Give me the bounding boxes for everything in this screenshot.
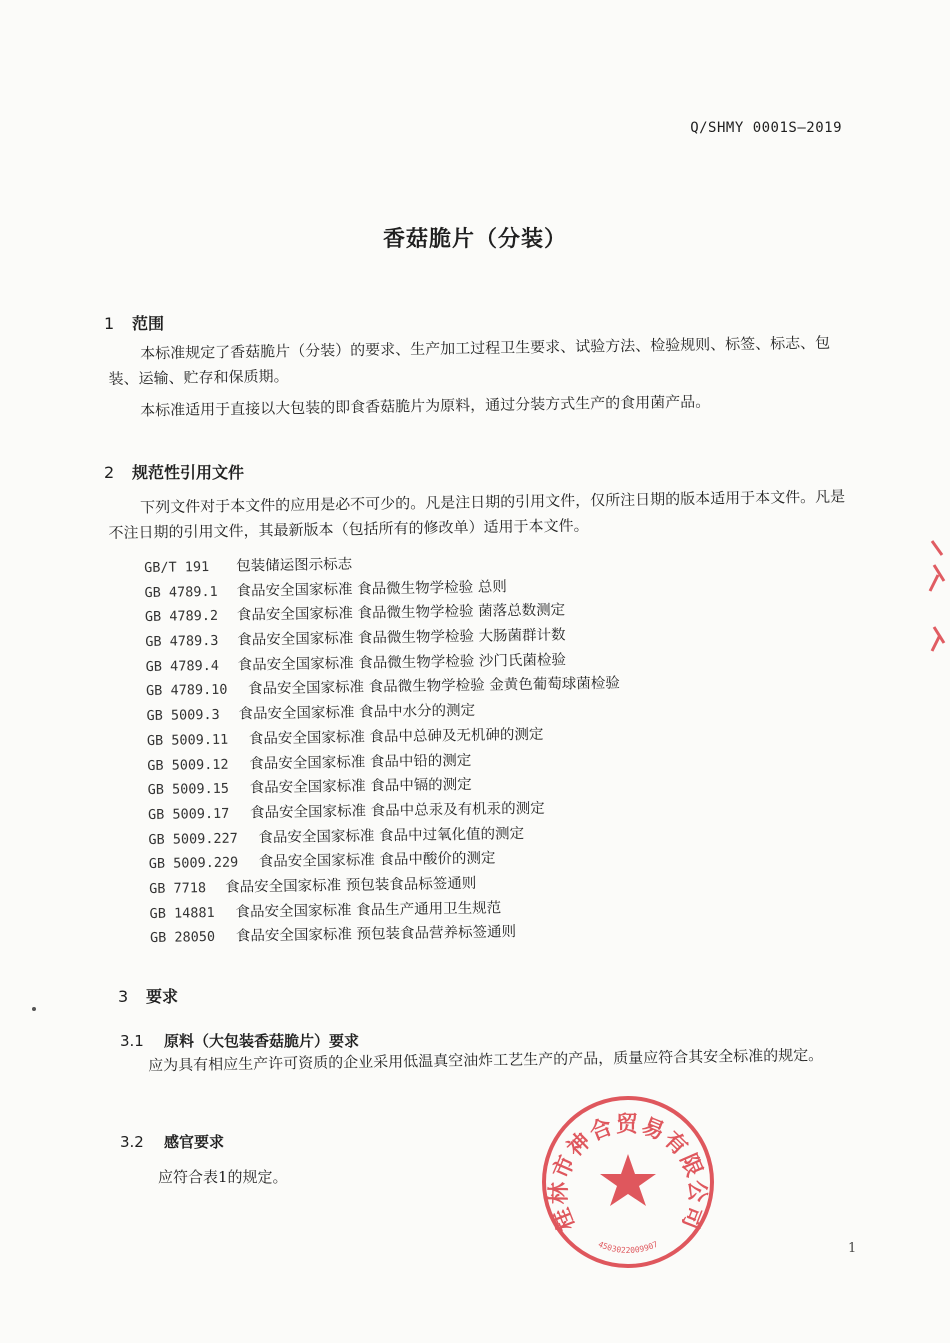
reference-name: 食品安全国家标准 食品中酸价的测定 (258, 850, 496, 871)
section-title: 感官要求 (164, 1133, 225, 1151)
section-number: 2 (104, 463, 115, 482)
reference-name: 食品安全国家标准 食品中过氧化值的测定 (258, 825, 525, 846)
reference-name: 食品安全国家标准 食品中镉的测定 (249, 777, 472, 797)
section-3-2-heading (120, 1131, 224, 1152)
seal-star-icon (600, 1154, 656, 1206)
reference-name: 食品安全国家标准 预包装食品营养标签通则 (235, 924, 517, 945)
section-number: 3.1 (120, 1032, 144, 1050)
seal-company-name: 桂林市神合贸易有限公司 (545, 1111, 711, 1235)
reference-name: 食品安全国家标准 食品微生物学检验 沙门氏菌检验 (237, 652, 567, 674)
reference-code: GB 5009.15 (147, 780, 230, 799)
reference-name: 食品安全国家标准 食品微生物学检验 大肠菌群计数 (237, 627, 566, 649)
section-title: 要求 (146, 987, 179, 1006)
reference-name: 食品安全国家标准 食品中总砷及无机砷的测定 (248, 726, 544, 748)
reference-code: GB 4789.10 (146, 682, 228, 700)
section-1-heading (104, 311, 164, 334)
reference-code: GB 28050 (149, 929, 216, 947)
edge-scan-mark (928, 535, 948, 665)
reference-code: GB 5009.227 (148, 830, 238, 848)
section-2-heading (104, 460, 244, 483)
section-1-paragraph-1: 本标准规定了香菇脆片（分装）的要求、生产加工过程卫生要求、试验方法、检验规则、标签、标志、包装、运输、贮存和保质期。 (108, 333, 831, 388)
reference-name: 食品安全国家标准 食品微生物学检验 总则 (236, 578, 507, 600)
reference-code: GB/T 191 (144, 558, 210, 576)
page-number: 1 (848, 1241, 857, 1256)
section-number: 3 (118, 987, 129, 1006)
reference-code: GB 4789.2 (144, 608, 219, 626)
reference-name: 食品安全国家标准 食品微生物学检验 菌落总数测定 (236, 602, 566, 624)
reference-code: GB 5009.12 (147, 756, 229, 774)
section-title: 范围 (132, 314, 165, 333)
reference-code: GB 5009.229 (148, 854, 239, 873)
scan-speck (32, 1007, 36, 1011)
document-number: Q/SHMY 0001S—2019 (690, 120, 842, 136)
reference-name: 食品安全国家标准 食品中铅的测定 (249, 752, 472, 772)
section-number: 1 (104, 314, 115, 333)
reference-code: GB 4789.4 (145, 657, 220, 675)
reference-code: GB 4789.1 (144, 583, 218, 601)
seal-code: 4503022009907 (596, 1239, 660, 1256)
document-title: 香菇脆片（分装） (382, 227, 567, 252)
reference-name: 食品安全国家标准 预包装食品标签通则 (225, 875, 477, 896)
reference-name: 食品安全国家标准 食品微生物学检验 金黄色葡萄球菌检验 (247, 675, 620, 698)
reference-name: 包装储运图示标志 (236, 556, 353, 575)
section-2-paragraph-1: 下列文件对于本文件的应用是必不可少的。凡是注日期的引用文件，仅所注日期的版本适用于本文件。凡是不注日期的引用文件，其最新版本（包括所有的修改单）适用于本文件。 (108, 487, 846, 542)
reference-name: 食品安全国家标准 食品中水分的测定 (238, 702, 476, 723)
reference-code: GB 5009.11 (146, 731, 229, 749)
reference-code: GB 7718 (149, 880, 207, 897)
reference-name: 食品安全国家标准 食品生产通用卫生规范 (235, 900, 502, 921)
company-seal-stamp (538, 1092, 718, 1272)
section-title: 规范性引用文件 (132, 463, 245, 482)
section-number: 3.2 (120, 1133, 144, 1151)
reference-code: GB 5009.3 (146, 706, 220, 725)
reference-name: 食品安全国家标准 食品中总汞及有机汞的测定 (249, 800, 545, 822)
reference-code: GB 14881 (149, 904, 215, 922)
section-3-1-paragraph: 应为具有相应生产许可资质的企业采用低温真空油炸工艺生产的产品，质量应符合其安全标准的规定。 (148, 1045, 824, 1075)
section-3-2-paragraph: 应符合表1的规定。 (158, 1168, 288, 1186)
section-3-heading (118, 984, 178, 1007)
reference-code: GB 5009.17 (147, 805, 230, 823)
reference-code: GB 4789.3 (145, 632, 219, 651)
section-3-1-heading (120, 1030, 359, 1051)
normative-references-list (144, 549, 624, 951)
section-1-paragraph-2: 本标准适用于直接以大包装的即食香菇脆片为原料，通过分装方式生产的食用菌产品。 (140, 392, 711, 420)
section-title: 原料（大包装香菇脆片）要求 (164, 1032, 360, 1050)
